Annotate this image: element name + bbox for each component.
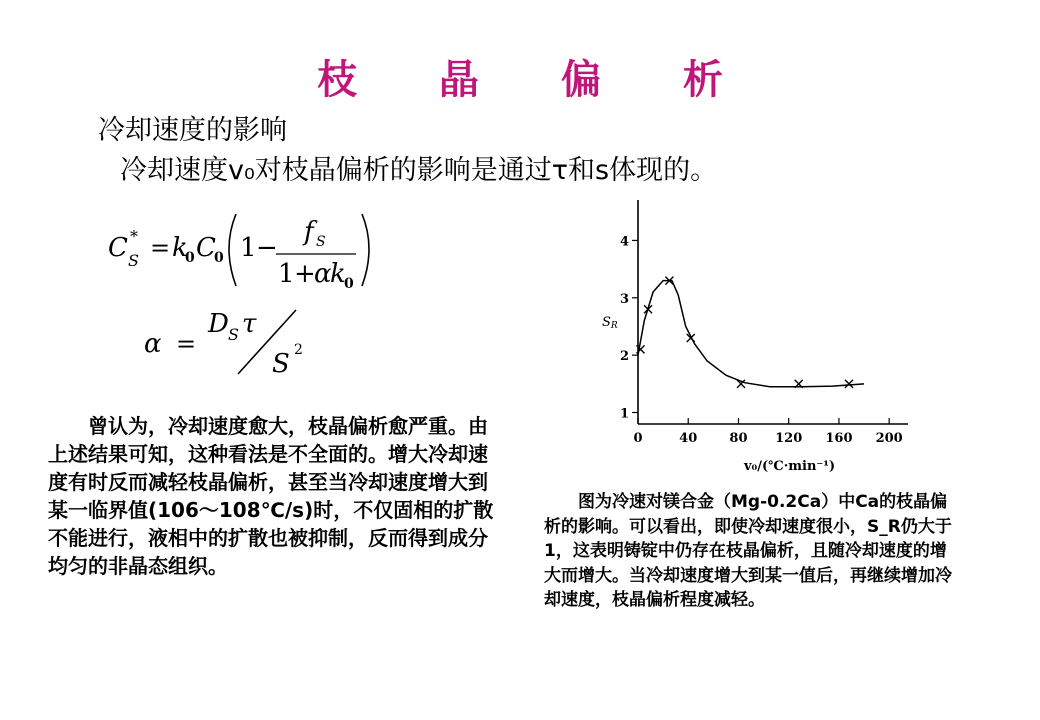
alpha-eq: = (176, 330, 197, 358)
formula-k-sub: 0 (185, 250, 195, 266)
formula-den-plus: + (294, 259, 316, 289)
formula-den-k: k (330, 259, 346, 289)
formula-one: 1 (240, 233, 257, 263)
formula-num: f (304, 217, 314, 247)
x-tick-label: 120 (775, 431, 803, 446)
x-tick-label: 160 (825, 431, 853, 446)
y-tick-label: 2 (620, 349, 630, 365)
alpha-den: S (272, 349, 290, 379)
x-tick-label: 0 (633, 431, 643, 446)
x-axis-label: v₀/(℃·min⁻¹) (744, 459, 836, 474)
chart-caption: 图为冷速对镁合金（Mg-0.2Ca）中Ca的枝晶偏析的影响。可以看出，即使冷却速度很小，S_R仍大于1，这表明铸锭中仍存在枝晶偏析，且随冷却速度的增大而增大。当冷却速度增大到某一值后，再继续增加冷却速度，枝晶偏析程度减轻。 (544, 492, 952, 610)
slide-title: 枝 晶 偏 析 (317, 57, 757, 103)
y-tick-label: 3 (620, 291, 630, 307)
data-curve (638, 281, 864, 387)
segregation-chart (586, 196, 916, 481)
formula-eq: = (150, 234, 171, 262)
intro-text: 冷却速度v₀对枝晶偏析的影响是通过τ和s体现的。 (120, 155, 718, 186)
formula-lhs: C (108, 233, 128, 263)
alpha-num-sub: S (228, 325, 239, 344)
alpha-formula (140, 300, 340, 382)
formula-k: k (172, 233, 188, 263)
x-tick-label: 80 (729, 431, 748, 446)
formula-minus: − (256, 233, 278, 263)
formula-den-alpha: α (314, 259, 332, 289)
right-paren (362, 214, 369, 286)
x-tick-label: 200 (875, 431, 903, 446)
formula-lhs-sub: S (128, 251, 139, 270)
formula-c-sub: 0 (214, 250, 224, 266)
left-paren (229, 214, 236, 286)
formula-lhs-sup: * (130, 227, 138, 246)
formula-num-sub: S (316, 234, 326, 250)
concentration-formula (108, 204, 408, 294)
alpha-num-tau: τ (242, 309, 257, 339)
formula-den-one: 1 (278, 259, 295, 289)
formula-den-k-sub: 0 (344, 276, 354, 292)
y-tick-label: 1 (620, 406, 630, 422)
explanation-paragraph: 曾认为，冷却速度愈大，枝晶偏析愈严重。由上述结果可知，这种看法是不全面的。增大冷却速度有时反而减轻枝晶偏析，甚至当冷却速度增大到某一临界值(106～108℃/s)时，不仅固相的扩散不能进行，液相中的扩散也被抑制，反而得到成分均匀的非晶态组织。 (48, 414, 494, 578)
formula-c: C (196, 233, 216, 263)
data-point-marker (845, 380, 853, 388)
alpha-symbol: α (144, 329, 162, 359)
alpha-den-sup: 2 (294, 342, 303, 358)
y-axis-label: SR (602, 315, 618, 331)
x-tick-label: 40 (679, 431, 698, 446)
y-tick-label: 4 (620, 234, 630, 250)
alpha-num-d: D (208, 309, 229, 339)
subheading: 冷却速度的影响 (98, 115, 287, 146)
